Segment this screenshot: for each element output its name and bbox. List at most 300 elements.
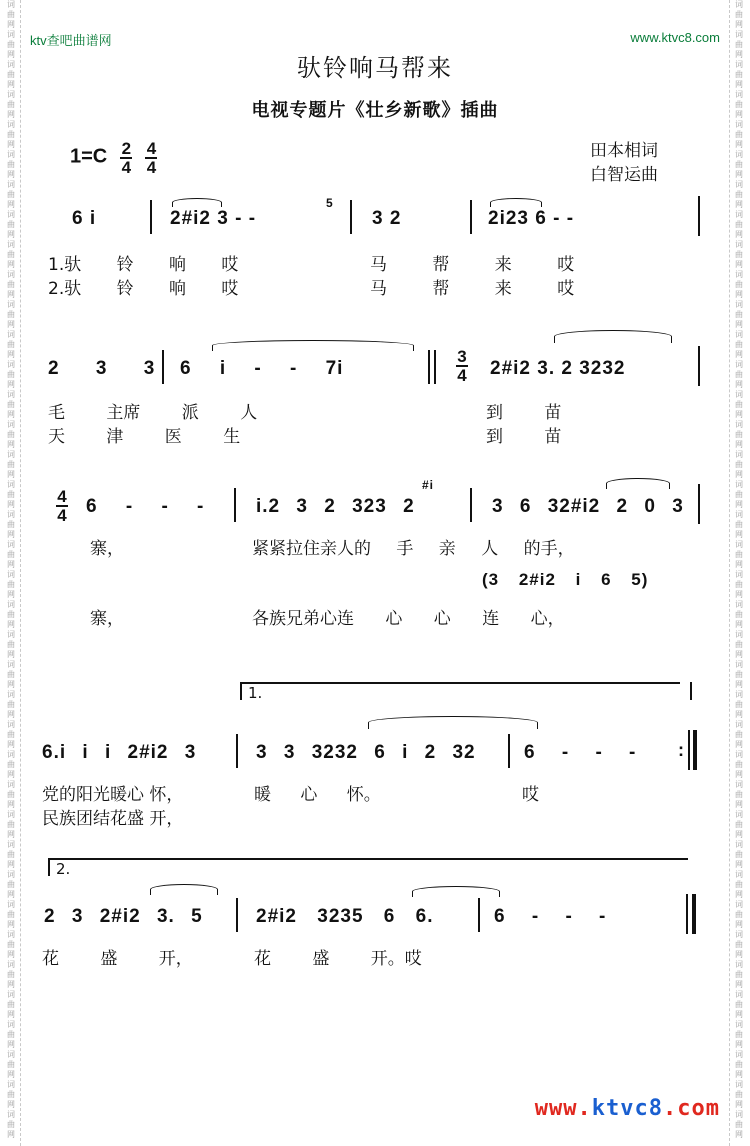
lyric-verse-1: 1.驮 铃 响 哎 bbox=[48, 255, 239, 275]
watermark-char: 网 bbox=[735, 590, 743, 599]
measure-notes: 2i23 6 - - bbox=[488, 208, 575, 229]
watermark-char: 曲 bbox=[735, 280, 743, 289]
watermark-char: 网 bbox=[735, 200, 743, 209]
tie bbox=[150, 884, 218, 895]
watermark-char: 曲 bbox=[735, 970, 743, 979]
lyric-verse-2: 马 帮 来 哎 bbox=[370, 279, 575, 299]
watermark-char: 词 bbox=[7, 690, 15, 699]
watermark-char: 词 bbox=[7, 570, 15, 579]
watermark-char: 词 bbox=[7, 990, 15, 999]
watermark-char: 曲 bbox=[7, 1030, 15, 1039]
watermark-char: 网 bbox=[7, 260, 15, 269]
watermark-char: 曲 bbox=[735, 1030, 743, 1039]
watermark-char: 曲 bbox=[735, 850, 743, 859]
watermark-char: 曲 bbox=[7, 550, 15, 559]
watermark-char: 网 bbox=[735, 1070, 743, 1079]
watermark-char: 词 bbox=[735, 60, 743, 69]
left-site-name[interactable]: ktv查吧曲谱网 bbox=[30, 33, 112, 48]
watermark-char: 曲 bbox=[7, 610, 15, 619]
bar-line bbox=[236, 734, 238, 768]
bar-line bbox=[162, 350, 164, 384]
measure-notes: 6 - - - bbox=[86, 496, 205, 517]
bar-line bbox=[350, 200, 352, 234]
watermark-char: 曲 bbox=[735, 790, 743, 799]
watermark-char: 网 bbox=[7, 980, 15, 989]
watermark-char: 网 bbox=[7, 80, 15, 89]
bar-line bbox=[470, 200, 472, 234]
watermark-char: 网 bbox=[7, 530, 15, 539]
watermark-char: 曲 bbox=[7, 280, 15, 289]
lyric-verse-1: 到 苗 bbox=[486, 403, 562, 423]
watermark-char: 网 bbox=[7, 800, 15, 809]
volta-label-2: 2. bbox=[56, 860, 71, 878]
lyric-verse-1: 花 盛 开， bbox=[42, 949, 193, 969]
watermark-char: 词 bbox=[735, 840, 743, 849]
watermark-char: 词 bbox=[735, 600, 743, 609]
watermark-char: 词 bbox=[735, 480, 743, 489]
measure-notes: 3 3 3232 6 i 2 32 bbox=[256, 742, 476, 763]
watermark-char: 词 bbox=[735, 990, 743, 999]
watermark-char: 词 bbox=[735, 720, 743, 729]
watermark-char: 网 bbox=[7, 470, 15, 479]
watermark-char: 网 bbox=[7, 20, 15, 29]
watermark-char: 词 bbox=[735, 510, 743, 519]
watermark-char: 词 bbox=[7, 900, 15, 909]
watermark-char: 网 bbox=[735, 830, 743, 839]
watermark-char: 曲 bbox=[7, 970, 15, 979]
watermark-char: 词 bbox=[735, 300, 743, 309]
measure-notes: i.2 3 2 323 2 bbox=[256, 496, 415, 517]
bar-line bbox=[434, 350, 436, 384]
watermark-char: 曲 bbox=[7, 1120, 15, 1129]
watermark-char: 词 bbox=[735, 810, 743, 819]
watermark-char: 词 bbox=[7, 840, 15, 849]
watermark-char: 网 bbox=[7, 560, 15, 569]
watermark-char: 网 bbox=[7, 1070, 15, 1079]
watermark-char: 曲 bbox=[7, 850, 15, 859]
watermark-char: 网 bbox=[735, 530, 743, 539]
bar-line bbox=[698, 484, 700, 524]
watermark-char: 网 bbox=[735, 500, 743, 509]
watermark-char: 网 bbox=[7, 860, 15, 869]
watermark-char: 网 bbox=[735, 650, 743, 659]
right-site-url[interactable]: www.ktvc8.com bbox=[630, 30, 720, 45]
watermark-char: 曲 bbox=[735, 880, 743, 889]
watermark-char: 词 bbox=[7, 450, 15, 459]
watermark-char: 词 bbox=[7, 810, 15, 819]
watermark-char: 网 bbox=[735, 890, 743, 899]
watermark-char: 网 bbox=[7, 890, 15, 899]
watermark-char: 词 bbox=[735, 930, 743, 939]
watermark-char: 词 bbox=[735, 630, 743, 639]
measure-notes: 6 - - - bbox=[524, 742, 637, 763]
watermark-char: 词 bbox=[735, 870, 743, 879]
watermark-char: 曲 bbox=[7, 10, 15, 19]
repeat-dots: : bbox=[678, 740, 685, 760]
watermark-char: 曲 bbox=[7, 880, 15, 889]
watermark-char: 词 bbox=[7, 210, 15, 219]
watermark-char: 曲 bbox=[7, 700, 15, 709]
watermark-char: 词 bbox=[735, 1050, 743, 1059]
lyric-verse-1: 寨， bbox=[90, 539, 124, 559]
volta-bracket-edge bbox=[48, 858, 50, 876]
watermark-char: 网 bbox=[735, 680, 743, 689]
watermark-char: 网 bbox=[7, 740, 15, 749]
watermark-char: 网 bbox=[7, 590, 15, 599]
watermark-char: 曲 bbox=[735, 940, 743, 949]
time-signature-1: $\frac{2}{4}$ bbox=[121, 139, 132, 177]
watermark-char: 曲 bbox=[7, 430, 15, 439]
watermark-char: 曲 bbox=[735, 1060, 743, 1069]
watermark-char: 网 bbox=[735, 290, 743, 299]
volta-bracket-edge bbox=[240, 682, 242, 700]
watermark-char: 词 bbox=[7, 0, 15, 9]
key-signature bbox=[70, 140, 157, 176]
watermark-char: 网 bbox=[7, 290, 15, 299]
watermark-char: 词 bbox=[7, 660, 15, 669]
watermark-char: 曲 bbox=[7, 370, 15, 379]
watermark-char: 词 bbox=[7, 750, 15, 759]
watermark-char: 曲 bbox=[7, 640, 15, 649]
tie bbox=[412, 886, 500, 897]
slur bbox=[368, 716, 538, 729]
measure-notes: 3 2 bbox=[372, 208, 402, 229]
watermark-char: 词 bbox=[7, 300, 15, 309]
bar-line bbox=[150, 200, 152, 234]
watermark-char: 词 bbox=[735, 180, 743, 189]
measure-notes: 6 - - - bbox=[494, 906, 607, 927]
watermark-char: 词 bbox=[735, 1110, 743, 1119]
watermark-char: 曲 bbox=[735, 670, 743, 679]
slur bbox=[490, 198, 542, 207]
watermark-char: 曲 bbox=[7, 1060, 15, 1069]
watermark-char: 词 bbox=[735, 750, 743, 759]
watermark-char: 曲 bbox=[735, 730, 743, 739]
slur bbox=[554, 330, 672, 343]
composer-credit: 白智运曲 bbox=[590, 165, 658, 185]
watermark-char: 曲 bbox=[735, 430, 743, 439]
watermark-char: 词 bbox=[7, 420, 15, 429]
watermark-char: 曲 bbox=[735, 1120, 743, 1129]
watermark-char: 曲 bbox=[7, 190, 15, 199]
watermark-char: 词 bbox=[7, 930, 15, 939]
watermark-char: 网 bbox=[735, 350, 743, 359]
watermark-char: 网 bbox=[7, 650, 15, 659]
watermark-char: 曲 bbox=[7, 1090, 15, 1099]
watermark-char: 词 bbox=[7, 180, 15, 189]
watermark-char: 曲 bbox=[735, 220, 743, 229]
watermark-char: 网 bbox=[7, 830, 15, 839]
bar-line bbox=[428, 350, 430, 384]
watermark-char: 词 bbox=[7, 150, 15, 159]
volta-bracket-2 bbox=[48, 858, 688, 860]
watermark-char: 曲 bbox=[7, 670, 15, 679]
volta-bracket-1 bbox=[240, 682, 680, 684]
watermark-char: 网 bbox=[7, 1010, 15, 1019]
grace-note: 5 bbox=[326, 196, 334, 210]
watermark-char: 曲 bbox=[735, 820, 743, 829]
watermark-char: 曲 bbox=[7, 250, 15, 259]
watermark-char: 词 bbox=[735, 270, 743, 279]
lyric-verse-1: 毛 主席 派 人 bbox=[48, 403, 258, 423]
watermark-char: 曲 bbox=[7, 1000, 15, 1009]
watermark-char: 网 bbox=[7, 1100, 15, 1109]
watermark-char: 词 bbox=[7, 390, 15, 399]
watermark-char: 网 bbox=[735, 410, 743, 419]
watermark-char: 网 bbox=[735, 110, 743, 119]
watermark-char: 词 bbox=[735, 150, 743, 159]
watermark-char: 词 bbox=[735, 420, 743, 429]
alternate-notes: (3 2#i2 i 6 5) bbox=[482, 570, 649, 589]
watermark-char: 网 bbox=[735, 260, 743, 269]
measure-notes: 2 3 2#i2 3. 5 bbox=[44, 906, 203, 927]
measure-notes: 2#i2 3. 2 3232 bbox=[490, 358, 626, 379]
lyricist-credit: 田本相词 bbox=[590, 141, 658, 161]
watermark-char: 网 bbox=[7, 680, 15, 689]
watermark-char: 曲 bbox=[735, 610, 743, 619]
measure-notes: 6 i - - 7i bbox=[180, 358, 344, 379]
watermark-char: 曲 bbox=[7, 220, 15, 229]
volta-label-1: 1. bbox=[248, 684, 263, 702]
watermark-char: 词 bbox=[735, 0, 743, 9]
watermark-char: 网 bbox=[7, 320, 15, 329]
watermark-char: 词 bbox=[7, 1080, 15, 1089]
final-bar-line-thick bbox=[692, 894, 696, 934]
watermark-char: 词 bbox=[7, 240, 15, 249]
bar-line bbox=[236, 898, 238, 932]
watermark-char: 词 bbox=[735, 690, 743, 699]
watermark-char: 曲 bbox=[735, 370, 743, 379]
bar-line bbox=[698, 346, 700, 386]
watermark-char: 词 bbox=[735, 450, 743, 459]
watermark-char: 曲 bbox=[7, 340, 15, 349]
lyric-verse-2: 民族团结花盛 开， bbox=[42, 809, 184, 829]
watermark-char: 网 bbox=[735, 320, 743, 329]
watermark-char: 网 bbox=[735, 1010, 743, 1019]
watermark-char: 词 bbox=[7, 630, 15, 639]
watermark-char: 词 bbox=[7, 270, 15, 279]
watermark-char: 网 bbox=[735, 230, 743, 239]
lyric-verse-2: 天 津 医 生 bbox=[48, 427, 241, 447]
watermark-char: 曲 bbox=[7, 730, 15, 739]
watermark-char: 曲 bbox=[7, 70, 15, 79]
grace-note: #i bbox=[422, 478, 435, 492]
watermark-char: 网 bbox=[7, 1040, 15, 1049]
lyric-verse-1: 马 帮 来 哎 bbox=[370, 255, 575, 275]
watermark-char: 词 bbox=[735, 960, 743, 969]
watermark-char: 网 bbox=[735, 620, 743, 629]
lyric-verse-1: 紧紧拉住亲人的 手 亲 人 的手， bbox=[252, 539, 575, 559]
watermark-char: 网 bbox=[7, 500, 15, 509]
watermark-char: 网 bbox=[735, 950, 743, 959]
watermark-char: 词 bbox=[7, 1020, 15, 1029]
watermark-char: 曲 bbox=[7, 460, 15, 469]
watermark-char: 曲 bbox=[735, 490, 743, 499]
watermark-char: 网 bbox=[735, 380, 743, 389]
bar-line bbox=[698, 196, 700, 236]
watermark-char: 网 bbox=[7, 410, 15, 419]
watermark-char: 网 bbox=[7, 770, 15, 779]
lyric-verse-1: 哎 bbox=[522, 785, 539, 805]
bar-line bbox=[508, 734, 510, 768]
watermark-char: 网 bbox=[735, 140, 743, 149]
watermark-char: 网 bbox=[7, 110, 15, 119]
watermark-char: 词 bbox=[7, 480, 15, 489]
lyric-verse-2: 各族兄弟心连 心 心 连 心， bbox=[252, 609, 565, 629]
watermark-char: 词 bbox=[7, 600, 15, 609]
watermark-char: 曲 bbox=[7, 760, 15, 769]
watermark-char: 网 bbox=[735, 740, 743, 749]
watermark-char: 网 bbox=[7, 710, 15, 719]
watermark-char: 网 bbox=[7, 140, 15, 149]
watermark-char: 网 bbox=[735, 800, 743, 809]
lyric-verse-1: 花 盛 开。哎 bbox=[254, 949, 422, 969]
watermark-char: 曲 bbox=[735, 1000, 743, 1009]
watermark-char: 曲 bbox=[735, 520, 743, 529]
watermark-char: 网 bbox=[735, 440, 743, 449]
watermark-char: 曲 bbox=[735, 100, 743, 109]
watermark-char: 曲 bbox=[7, 400, 15, 409]
watermark-char: 网 bbox=[7, 920, 15, 929]
watermark-char: 网 bbox=[735, 1130, 743, 1139]
lyric-verse-2: 2.驮 铃 响 哎 bbox=[48, 279, 239, 299]
watermark-char: 网 bbox=[7, 230, 15, 239]
watermark-char: 网 bbox=[7, 440, 15, 449]
watermark-char: 网 bbox=[735, 770, 743, 779]
watermark-char: 词 bbox=[735, 390, 743, 399]
watermark-char: 曲 bbox=[735, 190, 743, 199]
watermark-char: 网 bbox=[735, 710, 743, 719]
watermark-char: 网 bbox=[735, 80, 743, 89]
bar-line bbox=[470, 488, 472, 522]
watermark-char: 网 bbox=[7, 170, 15, 179]
slur bbox=[606, 478, 670, 489]
watermark-char: 词 bbox=[7, 540, 15, 549]
lyric-verse-2: 寨， bbox=[90, 609, 124, 629]
watermark-char: 曲 bbox=[7, 910, 15, 919]
final-bar-line bbox=[686, 894, 688, 934]
watermark-char: 曲 bbox=[735, 760, 743, 769]
watermark-char: 网 bbox=[7, 350, 15, 359]
watermark-char: 网 bbox=[735, 170, 743, 179]
watermark-char: 词 bbox=[7, 330, 15, 339]
repeat-bar-line bbox=[688, 730, 690, 770]
measure-notes: 2#i2 3235 6 6. bbox=[256, 906, 434, 927]
watermark-char: 曲 bbox=[735, 310, 743, 319]
lyric-verse-1: 党的阳光暖心 怀， bbox=[42, 785, 184, 805]
tie bbox=[212, 340, 414, 351]
watermark-char: 词 bbox=[735, 360, 743, 369]
watermark-char: 曲 bbox=[7, 820, 15, 829]
time-signature-4: 4 4 bbox=[57, 487, 67, 525]
watermark-char: 曲 bbox=[7, 940, 15, 949]
watermark-char: 曲 bbox=[735, 10, 743, 19]
watermark-char: 词 bbox=[7, 720, 15, 729]
watermark-char: 词 bbox=[7, 1110, 15, 1119]
watermark-char: 词 bbox=[735, 540, 743, 549]
measure-notes: 3 6 32#i2 2 0 3 bbox=[492, 496, 684, 517]
watermark-char: 词 bbox=[7, 360, 15, 369]
watermark-char: 网 bbox=[7, 50, 15, 59]
time-signature-2: $\frac{4}{4}$ bbox=[146, 139, 157, 177]
watermark-char: 词 bbox=[735, 240, 743, 249]
watermark-char: 曲 bbox=[7, 40, 15, 49]
measure-notes: 2#i2 3 - - bbox=[170, 208, 257, 229]
watermark-char: 曲 bbox=[7, 580, 15, 589]
watermark-char: 词 bbox=[735, 330, 743, 339]
watermark-char: 词 bbox=[735, 120, 743, 129]
bar-line bbox=[478, 898, 480, 932]
watermark-char: 曲 bbox=[735, 340, 743, 349]
watermark-char: 词 bbox=[735, 1020, 743, 1029]
watermark-char: 词 bbox=[7, 30, 15, 39]
footer-brand[interactable]: www.ktvc8.com bbox=[534, 1096, 720, 1121]
watermark-char: 曲 bbox=[7, 160, 15, 169]
watermark-char: 曲 bbox=[735, 580, 743, 589]
slur bbox=[172, 198, 222, 207]
watermark-char: 网 bbox=[735, 920, 743, 929]
watermark-char: 曲 bbox=[7, 130, 15, 139]
watermark-char: 曲 bbox=[735, 1090, 743, 1099]
watermark-char: 曲 bbox=[735, 640, 743, 649]
watermark-char: 曲 bbox=[7, 310, 15, 319]
watermark-char: 词 bbox=[735, 30, 743, 39]
watermark-char: 网 bbox=[7, 200, 15, 209]
watermark-char: 词 bbox=[7, 780, 15, 789]
watermark-char: 词 bbox=[7, 1050, 15, 1059]
measure-notes: 2 3 3 bbox=[48, 358, 156, 379]
song-title: 驮铃响马帮来 bbox=[297, 54, 453, 82]
watermark-char: 曲 bbox=[735, 910, 743, 919]
watermark-char: 词 bbox=[7, 90, 15, 99]
left-watermark-column bbox=[2, 0, 21, 1146]
watermark-char: 词 bbox=[7, 60, 15, 69]
lyric-verse-2: 到 苗 bbox=[486, 427, 562, 447]
watermark-char: 曲 bbox=[735, 400, 743, 409]
watermark-char: 曲 bbox=[735, 250, 743, 259]
watermark-char: 词 bbox=[735, 900, 743, 909]
watermark-char: 网 bbox=[735, 1040, 743, 1049]
right-watermark-column bbox=[729, 0, 748, 1146]
watermark-char: 词 bbox=[7, 120, 15, 129]
watermark-char: 词 bbox=[735, 1080, 743, 1089]
watermark-char: 词 bbox=[735, 210, 743, 219]
watermark-char: 曲 bbox=[735, 700, 743, 709]
bar-line bbox=[234, 488, 236, 522]
watermark-char: 词 bbox=[7, 870, 15, 879]
watermark-char: 曲 bbox=[735, 160, 743, 169]
key-label: 1=C bbox=[70, 145, 108, 168]
measure-notes: 6.i i i 2#i2 3 bbox=[42, 742, 197, 763]
watermark-char: 曲 bbox=[735, 550, 743, 559]
watermark-char: 网 bbox=[7, 950, 15, 959]
watermark-char: 曲 bbox=[7, 490, 15, 499]
watermark-char: 曲 bbox=[7, 520, 15, 529]
watermark-char: 词 bbox=[735, 660, 743, 669]
watermark-char: 词 bbox=[735, 570, 743, 579]
watermark-char: 网 bbox=[7, 380, 15, 389]
watermark-char: 词 bbox=[735, 780, 743, 789]
watermark-char: 曲 bbox=[735, 460, 743, 469]
watermark-char: 网 bbox=[735, 860, 743, 869]
song-subtitle: 电视专题片《壮乡新歌》插曲 bbox=[251, 100, 499, 121]
lyric-verse-1: 暖 心 怀。 bbox=[254, 785, 381, 805]
watermark-char: 词 bbox=[735, 90, 743, 99]
watermark-char: 网 bbox=[735, 1100, 743, 1109]
repeat-bar-line-thick bbox=[693, 730, 697, 770]
watermark-char: 曲 bbox=[735, 70, 743, 79]
watermark-char: 曲 bbox=[7, 100, 15, 109]
